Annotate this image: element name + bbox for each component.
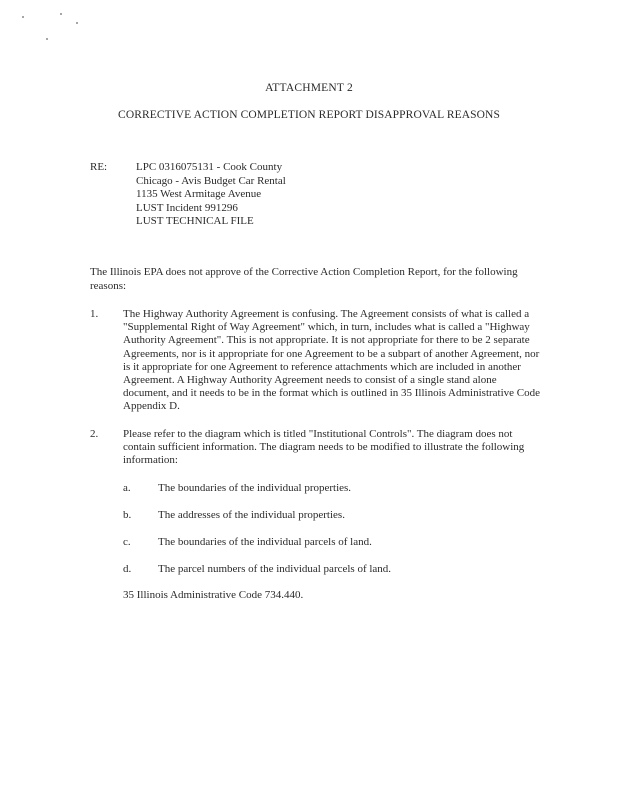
intro-paragraph: The Illinois EPA does not approve of the Corrective Action Completion Report, for the following reasons:: [90, 266, 518, 292]
sub-item-text: The boundaries of the individual parcels of land.: [158, 536, 372, 548]
re-block: [136, 161, 286, 229]
re-line: LUST TECHNICAL FILE: [136, 215, 254, 227]
re-line: 1135 West Armitage Avenue: [136, 188, 262, 200]
sub-item-letter: d.: [123, 563, 132, 575]
sub-item-letter: c.: [123, 536, 131, 548]
page-title: ATTACHMENT 2: [265, 82, 353, 94]
sub-item-text: The boundaries of the individual properties.: [158, 482, 352, 494]
re-line: Chicago - Avis Budget Car Rental: [136, 174, 286, 187]
scan-speck: [76, 22, 78, 24]
code-reference: 35 Illinois Administrative Code 734.440.: [123, 589, 304, 601]
item-text: Please refer to the diagram which is titled "Institutional Controls". The diagram does not contain sufficient information. The diagram needs to be modified to illustrate the following information:: [123, 428, 525, 467]
item-number: 2.: [90, 428, 99, 440]
re-label: RE:: [90, 161, 108, 173]
sub-item-text: The parcel numbers of the individual parcels of land.: [158, 563, 392, 575]
scan-speck: [22, 16, 24, 18]
sub-item-letter: b.: [123, 509, 132, 521]
re-line: LPC 0316075131 - Cook County: [136, 161, 283, 173]
re-line: LUST Incident 991296: [136, 201, 238, 214]
item-text: The Highway Authority Agreement is confusing. The Agreement consists of what is called a "Supplemental Right of Way Agreement" which, in turn, includes what is called a "Highway Authority Agreement". This is not appropriate. It is not appropriate for there to be 2 separate Agreements, nor is it appropriate for one Agreement to be a subpart of another Agreement, nor is it appropriate for one Agreement to reference attachments which are included in another Agreement. A Highway Authority Agreement needs to consist of a single stand alone document, and it needs to be in the format which is outlined in 35 Illinois Administrative Code Appendix D.: [123, 308, 541, 413]
sub-item-letter: a.: [123, 482, 131, 494]
scan-speck: [60, 13, 62, 15]
page-subtitle: CORRECTIVE ACTION COMPLETION REPORT DISAPPROVAL REASONS: [118, 109, 500, 121]
scan-speck: [46, 38, 48, 40]
sub-item-text: The addresses of the individual properties.: [158, 509, 345, 521]
item-number: 1.: [90, 308, 99, 320]
